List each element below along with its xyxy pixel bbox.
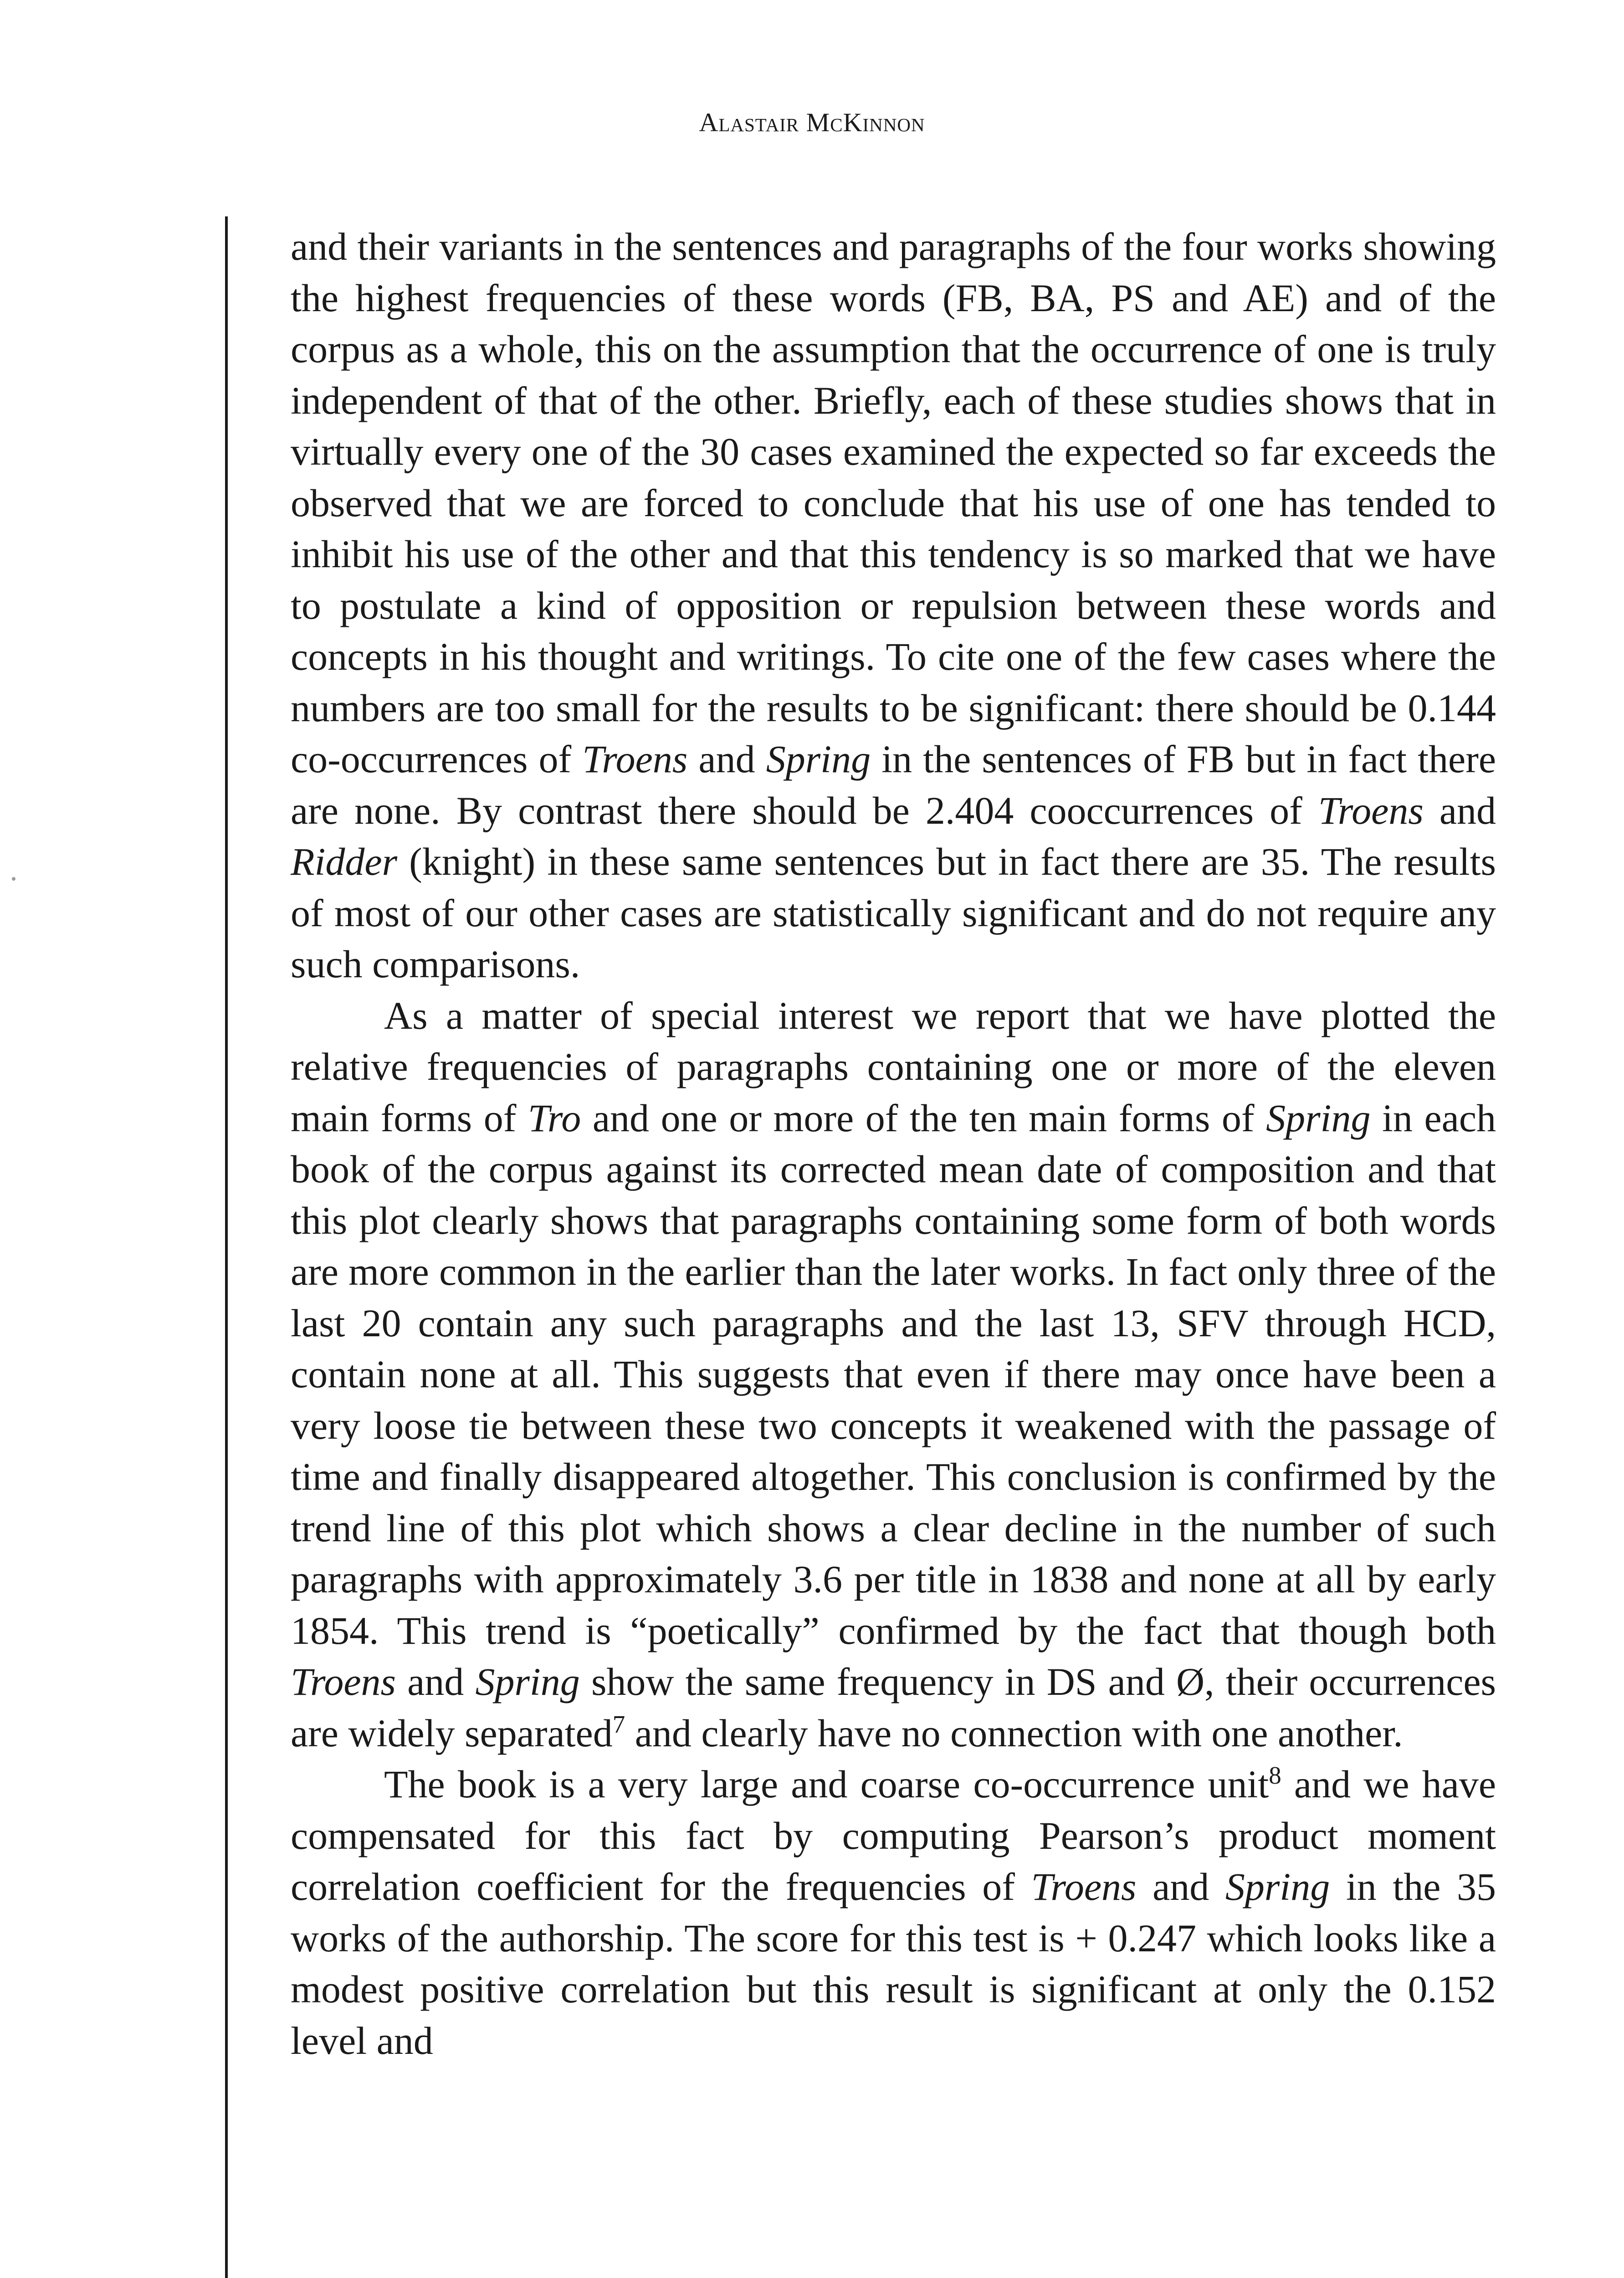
paragraph-text: in the 35 works of the authorship. The score for this test is + 0.247 which looks like a modest positive correlation but this result is significant at only the 0.152 level and [291,1865,1496,2063]
paragraph-text: and [1136,1865,1225,1909]
paragraph-3 [291,1759,1496,2066]
italic-term: Troens [1031,1865,1137,1909]
running-head: Alastair McKinnon [699,108,925,137]
paragraph-text: and clearly have no connection with one another. [625,1711,1403,1755]
footnote-ref-7[interactable]: 7 [612,1710,625,1738]
footnote-ref-8[interactable]: 8 [1269,1761,1281,1789]
italic-term: Troens [1318,788,1424,832]
paragraph-text: The book is a very large and coarse co-occurrence unit [384,1762,1269,1806]
scan-mark [12,877,15,881]
paragraph-text: show the same frequency in DS and Ø, their occurrences are widely separated [291,1660,1496,1755]
paragraph-text: in each book of the corpus against its corrected mean date of composition and that this plot clearly shows that paragraphs containing some form of both words are more common in the earlier than the later works. In fact only three of the last 20 contain any such paragraphs and the last 13, SFV through HCD, contain none at all. This suggests that even if there may once have been a very loose tie between these two concepts it weakened with the passage of time and finally disappeared altogether. This conclusion is confirmed by the trend line of this plot which shows a clear decline in the number of such paragraphs with approximately 3.6 per title in 1838 and none at all by early 1854. This trend is “poetically” confirmed by the fact that though both [291,1096,1496,1652]
paragraph-text: and one or more of the ten main forms of [581,1096,1266,1140]
italic-term: Troens [582,737,688,781]
italic-term: Spring [1266,1096,1371,1140]
paragraph-1 [291,221,1496,990]
paragraph-text: in the sentences of FB but in fact there are none. By contrast there should be 2.404 cooccurrences of [291,737,1496,832]
paragraph-text: and their variants in the sentences and paragraphs of the four works showing the highest frequencies of these words (FB, BA, PS and AE) and of the corpus as a whole, this on the assumption that the occurrence of one is truly independent of that of the other. Briefly, each of these studies shows that in virtually every one of the 30 cases examined the expected so far exceeds the observed that we are forced to conclude that his use of one has tended to inhibit his use of the other and that this tendency is so marked that we have to postulate a kind of opposition or repulsion between these words and concepts in his thought and writings. To cite one of the few cases where the numbers are too small for the results to be significant: there should be 0.144 co-occurrences of [291,225,1496,781]
paragraph-text: and [1423,788,1496,832]
italic-term: Ridder [291,840,398,883]
paragraph-text: As a matter of special interest we report that we have plotted the relative frequencies of paragraphs containing one or more of the eleven main forms of [291,993,1496,1140]
italic-term: Spring [1225,1865,1330,1909]
italic-term: Troens [291,1660,396,1703]
paragraph-text: (knight) in these same sentences but in fact there are 35. The results of most of our other cases are statistically significant and do not require any such comparisons. [291,840,1496,986]
paragraph-text: and [687,737,766,781]
margin-rule [225,216,228,2278]
paragraph-2 [291,990,1496,1759]
italic-term: Tro [528,1096,581,1140]
paragraph-text: and [396,1660,476,1703]
italic-term: Spring [766,737,871,781]
body-text [291,221,1496,2066]
paragraph-text: and we have compensated for this fact by computing Pearson’s product moment correlation coefficient for the frequencies of [291,1762,1496,1909]
italic-term: Spring [475,1660,580,1703]
